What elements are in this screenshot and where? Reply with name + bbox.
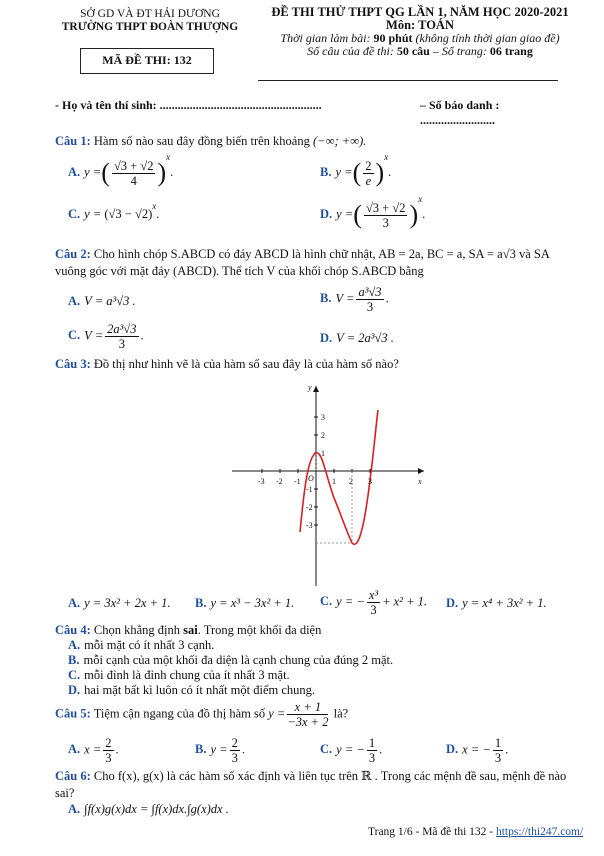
q6-option-a[interactable]: A. ∫f(x)g(x)dx = ∫f(x)dx.∫g(x)dx . — [68, 802, 229, 816]
question-6: Câu 6: Cho f(x), g(x) là các hàm số xác định và liên tục trên ℝ . Trong các mệnh đề sau, mệnh đề nào sai? — [55, 769, 567, 800]
x-tick-label: -1 — [294, 477, 301, 486]
y-tick-label: 3 — [321, 413, 325, 422]
x-tick-label: -3 — [258, 477, 265, 486]
question-text-line2: vuông góc với mặt đáy (ABCD). Thể tích V của khối chóp S.ABCD bằng — [55, 264, 424, 278]
q3-option-a[interactable]: A. y = 3x² + 2x + 1. — [68, 596, 171, 610]
q4-option-b[interactable]: B. mỗi cạnh của một khối đa diện là cạnh chung của đúng 2 mặt. — [68, 653, 394, 667]
question-interval: (−∞; +∞). — [312, 134, 367, 148]
q5-option-b[interactable]: B. y = $\frac{2}{3}$ . — [195, 736, 245, 765]
question-5: Câu 5: Tiệm cận ngang của đồ thị hàm số y = $\frac{x + 1}{-3x + 2}$ là? — [55, 700, 349, 729]
q5-option-c[interactable]: C. y = − $\frac{1}{3}$ . — [320, 736, 383, 765]
origin-label: O — [308, 474, 314, 483]
question-text-line1: Cho hình chóp S.ABCD có đáy ABCD là hình chữ nhật, AB = 2a, BC = a, SA = a√3 và SA — [93, 247, 550, 261]
q4-option-a[interactable]: A. mỗi mặt có ít nhất 3 cạnh. — [68, 638, 215, 652]
y-tick-label: -1 — [306, 485, 313, 494]
y-tick-label: 1 — [321, 449, 325, 458]
school-header — [50, 8, 250, 34]
y-axis-label: y — [308, 383, 312, 392]
exam-count: Số câu của đề thi: 50 câu – Số trang: 06 trang — [307, 44, 533, 58]
question-2 — [55, 246, 585, 280]
exam-title-block — [250, 6, 590, 58]
q3-option-c[interactable]: C. y = − $\frac{\text{x³}}{3}$ + x² + 1. — [320, 588, 428, 617]
question-1 — [55, 133, 585, 150]
footer-link[interactable]: https://thi247.com/ — [495, 826, 584, 838]
x-tick-label: 2 — [349, 477, 353, 486]
q5-option-a[interactable]: A. x = $\frac{2}{3}$ . — [68, 736, 119, 765]
q4-option-c[interactable]: C. mỗi đỉnh là đỉnh chung của ít nhất 3 mặt. — [68, 668, 290, 682]
y-tick-label: 2 — [321, 431, 325, 440]
department-name: SỞ GD VÀ ĐT HẢI DƯƠNG — [80, 8, 220, 20]
q1-option-d[interactable]: D. y =( $\frac{√3 + √2}{3}$ )$^x$. — [320, 194, 426, 230]
q3-option-d[interactable]: D. y = x⁴ + 3x² + 1. — [446, 596, 547, 610]
x-tick-label: 1 — [332, 477, 336, 486]
x-axis-label: x — [418, 477, 422, 486]
emphasis-word: sai — [183, 623, 198, 637]
footer-text: Trang 1/6 - Mã đề thi 132 - — [368, 826, 494, 838]
question-text: Đồ thị như hình vẽ là của hàm số sau đây là của hàm số nào? — [93, 357, 399, 371]
question-label: Câu 3: — [55, 357, 91, 371]
q1-option-c[interactable]: C. $y = (√3 - √2)^x$. — [68, 201, 160, 221]
exam-code-box: MÃ ĐỀ THI: 132 — [80, 48, 214, 74]
q2-option-b[interactable]: B. V = $\frac{\text{a³√3}}{3}$ . — [320, 285, 389, 314]
student-id-field[interactable]: – Số báo danh : ......................... — [420, 98, 500, 127]
y-axis-arrow — [313, 386, 319, 392]
question-label: Câu 4: — [55, 623, 91, 637]
exam-title: ĐỀ THI THỬ THPT QG LẦN 1, NĂM HỌC 2020-2021 — [271, 5, 569, 19]
question-label: Câu 2: — [55, 247, 91, 261]
x-tick-label: -2 — [276, 477, 283, 486]
exam-time: Thời gian làm bài: 90 phút (không tính thời gian giao đề) — [280, 31, 560, 45]
school-name: TRƯỜNG THPT ĐOÀN THƯỢNG — [61, 21, 239, 33]
x-axis-arrow — [418, 468, 424, 474]
q1-option-a[interactable]: A. y =( $\frac{√3 + √2}{4}$ )$^x$. — [68, 152, 174, 188]
question-label: Câu 1: — [55, 134, 91, 148]
question-3 — [55, 356, 585, 373]
q2-option-a[interactable]: A. V = a³√3 . — [68, 294, 136, 308]
header-divider — [258, 80, 558, 81]
question-text: Hàm số nào sau đây đồng biến trên khoảng — [93, 134, 310, 148]
student-info — [55, 98, 575, 127]
q3-option-b[interactable]: B. y = x³ − 3x² + 1. — [195, 596, 295, 610]
q2-option-d[interactable]: D. V = 2a³√3 . — [320, 331, 394, 345]
exam-subject: Môn: TOÁN — [386, 18, 454, 32]
function-graph — [228, 380, 428, 590]
q5-option-d[interactable]: D. x = − $\frac{1}{3}$ . — [446, 736, 509, 765]
q4-option-d[interactable]: D. hai mặt bất kì luôn có ít nhất một điểm chung. — [68, 683, 316, 697]
y-tick-label: -2 — [306, 503, 313, 512]
x-tick-label: 3 — [368, 477, 372, 486]
question-label: Câu 6: — [55, 769, 91, 783]
question-4: Câu 4: Chọn khẳng định sai. Trong một khối đa diện — [55, 623, 322, 637]
student-name-field[interactable]: - Họ và tên thí sinh: ...................................................... — [55, 98, 322, 112]
question-label: Câu 5: — [55, 706, 91, 721]
q1-option-b[interactable]: B. y =( $\frac{2}{e}$ )$^x$. — [320, 152, 392, 188]
page-footer — [368, 826, 583, 838]
y-tick-label: -3 — [306, 521, 313, 530]
q2-option-c[interactable]: C. V = $\frac{\text{2a³√3}}{3}$ . — [68, 322, 144, 351]
